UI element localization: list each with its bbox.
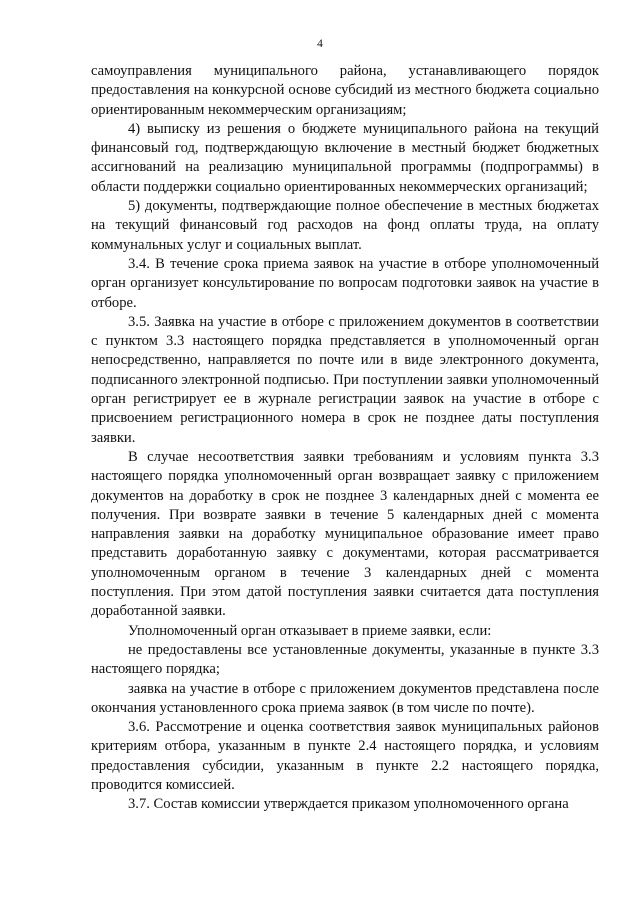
paragraph-item-4: 4) выписку из решения о бюджете муниципального района на текущий финансовый год, подтверждающую включение в местный бюджет бюджетных ассигнований на реализацию муниципальной программы (подпрограммы) в области поддержки социально ориентированных некоммерческих организаций;	[91, 120, 599, 195]
paragraph-refusal-intro: Уполномоченный орган отказывает в приеме заявки, если:	[128, 622, 492, 639]
paragraph-refusal-documents: не предоставлены все установленные документы, указанные в пункте 3.3 настоящего порядка;	[91, 641, 599, 678]
paragraph-3-4: 3.4. В течение срока приема заявок на участие в отборе уполномоченный орган организует консультирование по вопросам подготовки заявок на участие в отборе.	[91, 255, 599, 311]
paragraph-3-6: 3.6. Рассмотрение и оценка соответствия заявок муниципальных районов критериям отбора, указанным в пункте 2.4 настоящего порядка, и условиям предоставления субсидии, указанным в пункте 2.2 настоящего порядка, проводится комиссией.	[91, 719, 599, 793]
paragraph-nonconformity: В случае несоответствия заявки требованиям и условиям пункта 3.3 настоящего порядка уполномоченный орган возвращает заявку с приложением документов на доработку в срок не позднее 3 календарных дней с момента ее получения. При возврате заявки в течение 5 календарных дней с момента направления заявки на доработку муниципальное образование имеет право представить доработанную заявку с документами, которая рассматривается уполномоченным органом в течение 3 календарных дней с момента поступления. При этом датой поступления заявки считается дата поступления доработанной заявки.	[91, 448, 599, 620]
paragraph-continuation: самоуправления муниципального района, устанавливающего порядок предоставления на конкурсной основе субсидий из местного бюджета социально ориентированным некоммерческим организациям;	[91, 63, 599, 118]
document-body	[91, 62, 599, 815]
paragraph-refusal-late: заявка на участие в отборе с приложением документов представлена после окончания установленного срока приема заявок (в том числе по почте).	[91, 680, 599, 716]
paragraph-3-7: 3.7. Состав комиссии утверждается приказом уполномоченного органа	[128, 796, 569, 813]
paragraph-3-5: 3.5. Заявка на участие в отборе с приложением документов в соответствии с пунктом 3.3 настоящего порядка представляется в уполномоченный орган непосредственно, направляется по почте или в виде электронного документа, подписанного электронной подписью. При поступлении заявки уполномоченный орган регистрирует ее в журнале регистрации заявок на участие в отборе с присвоением регистрационного номера в срок не позднее даты поступления заявки.	[91, 313, 599, 446]
page-number: 4	[317, 38, 323, 50]
paragraph-item-5: 5) документы, подтверждающие полное обеспечение в местных бюджетах на текущий финансовый год расходов на фонд оплаты труда, на оплату коммунальных услуг и социальных выплат.	[91, 198, 599, 253]
